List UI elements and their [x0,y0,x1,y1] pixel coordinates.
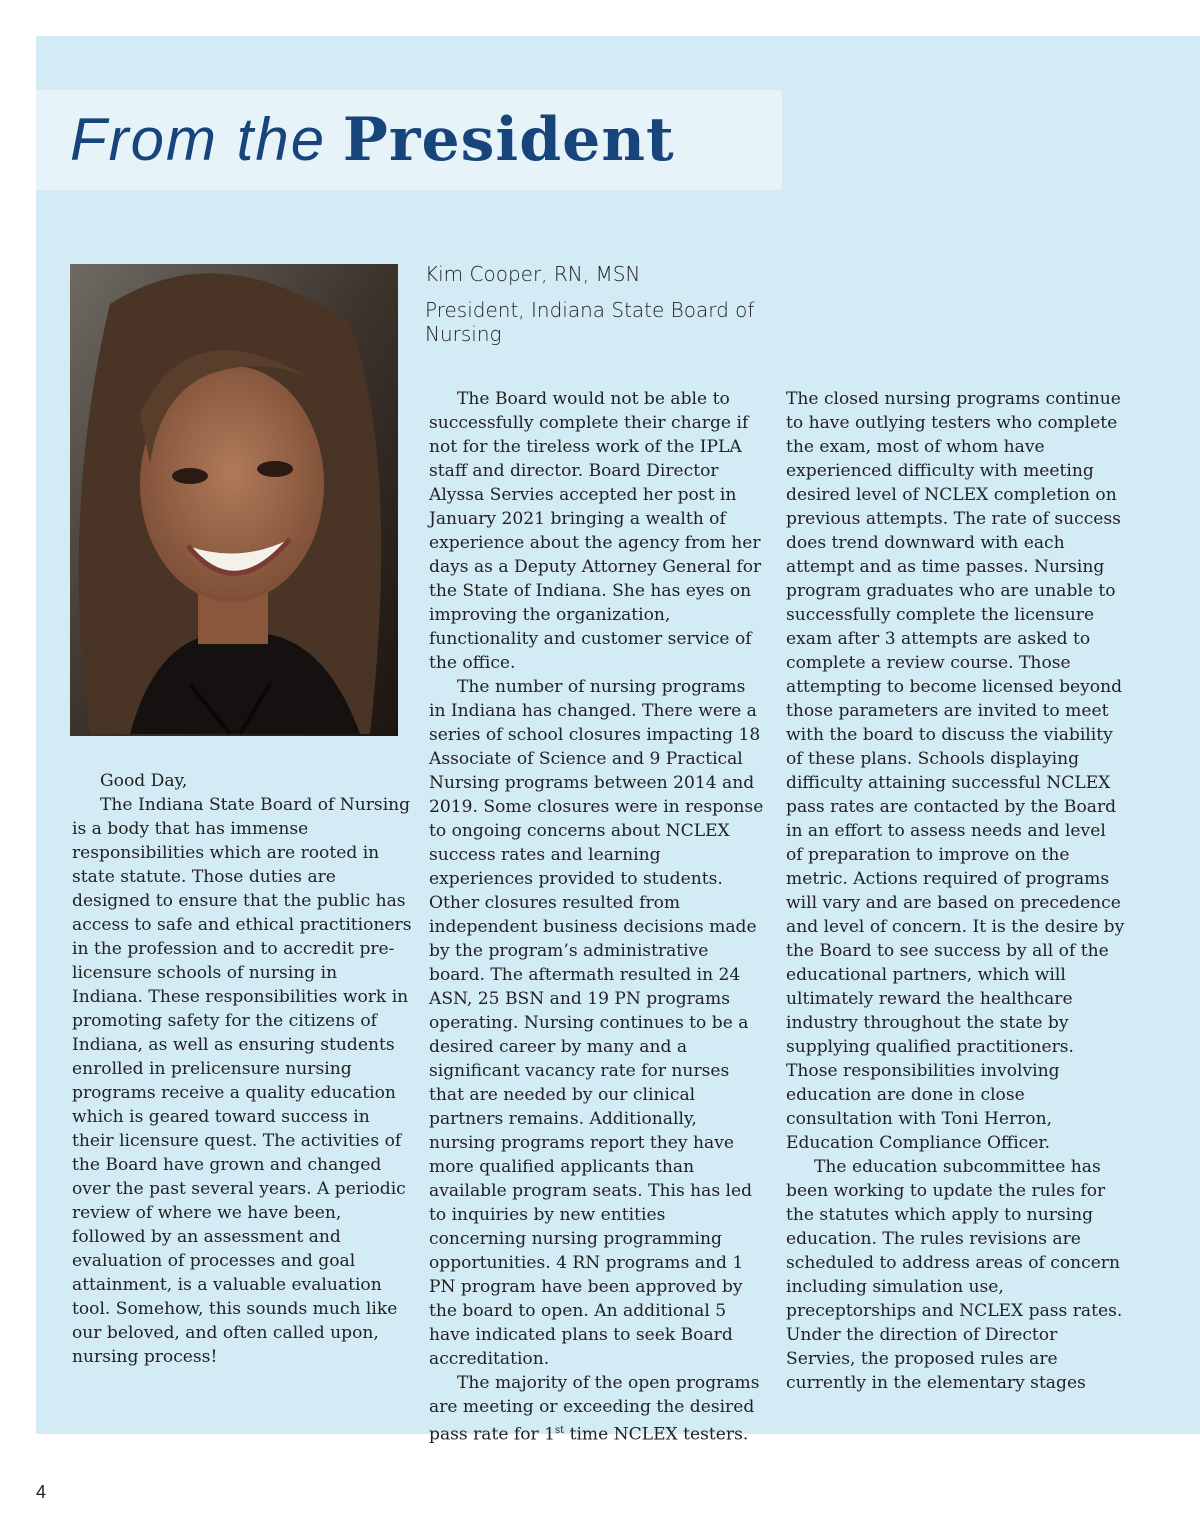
paragraph: The education subcommittee has been working to update the rules for the statutes which apply to nursing education. The rules revisions are scheduled to address areas of concern including simulation use, preceptorships and NCLEX pass rates. Under the direction of Director Servies, the proposed rules are currently in the elementary stages [786,1157,1123,1393]
ordinal-suffix: st [555,1425,565,1436]
paragraph-text: The majority of the open programs are meeting or exceeding the desired pass rate for 1 [429,1373,760,1445]
paragraph: The Indiana State Board of Nursing is a body that has immense responsibilities which are rooted in state statute. Those duties are designed to ensure that the public has access to safe and ethical practitioners in the profession and to accredit pre-licensure schools of nursing in Indiana. These responsibilities work in promoting safety for the citizens of Indiana, as well as ensuring students enrolled in prelicensure nursing programs receive a quality education which is geared toward success in their licensure quest. The activities of the Board have grown and changed over the past several years. A periodic review of where we have been, followed by an assessment and evaluation of processes and goal attainment, is a valuable evaluation tool. Somehow, this sounds much like our beloved, and often called upon, nursing process! [72,795,412,1367]
president-portrait [70,264,398,736]
author-name: Kim Cooper, RN, MSN [425,262,641,286]
paragraph: The number of nursing programs in Indiana has changed. There were a series of school closures impacting 18 Associate of Science and 9 Practical Nursing programs between 2014 and 2019. Some closures were in response to ongoing concerns about NCLEX success rates and learning experiences provided to students. Other closures resulted from independent business decisions made by the program’s administrative board. The aftermath resulted in 24 ASN, 25 BSN and 19 PN programs operating. Nursing continues to be a desired career by many and a significant vacancy rate for nurses that are needed by our clinical partners remains. Additionally, nursing programs report they have more qualified applicants than available program seats. This has led to inquiries by new entities concerning nursing programming opportunities. 4 RN programs and 1 PN program have been approved by the board to open. An additional 5 have indicated plans to seek Board accreditation. [429,677,764,1369]
column-3 [786,387,1126,1395]
portrait-illustration [70,264,398,736]
paragraph: The closed nursing programs continue to have outlying testers who complete the exam, most of whom have experienced difficulty with meeting desired level of NCLEX completion on previous attempts. The rate of success does trend downward with each attempt and as time passes. Nursing program graduates who are unable to successfully complete the licensure exam after 3 attempts are asked to complete a review course. Those attempting to become licensed beyond those parameters are invited to meet with the board to discuss the viability of these plans. Schools displaying difficulty attaining successful NCLEX pass rates are contacted by the Board in an effort to assess needs and level of preparation to improve on the metric. Actions required of programs will vary and are based on precedence and level of concern. It is the desire by the Board to see success by all of the educational partners, which will ultimately reward the healthcare industry throughout the state by supplying qualified practitioners. Those responsibilities involving education are done in close consultation with Toni Herron, Education Compliance Officer. [786,389,1125,1153]
page-number: 4 [36,1482,47,1502]
paragraph: Good Day, [100,771,188,791]
author-role: President, Indiana State Board of Nursing [425,298,755,346]
page-title [70,100,675,180]
paragraph-text: time NCLEX testers. [564,1424,749,1445]
paragraph: The Board would not be able to successfully complete their charge if not for the tireless work of the IPLA staff and director. Board Director Alyssa Servies accepted her post in January 2021 bringing a wealth of experience about the agency from her days as a Deputy Attorney General for the State of Indiana. She has eyes on improving the organization, functionality and customer service of the office. [429,389,762,673]
paragraph [429,1371,764,1447]
title-italic: From the [70,106,327,173]
column-1 [72,769,412,1369]
author-byline [425,262,755,346]
column-2 [429,387,764,1447]
title-bold: President [342,105,675,175]
